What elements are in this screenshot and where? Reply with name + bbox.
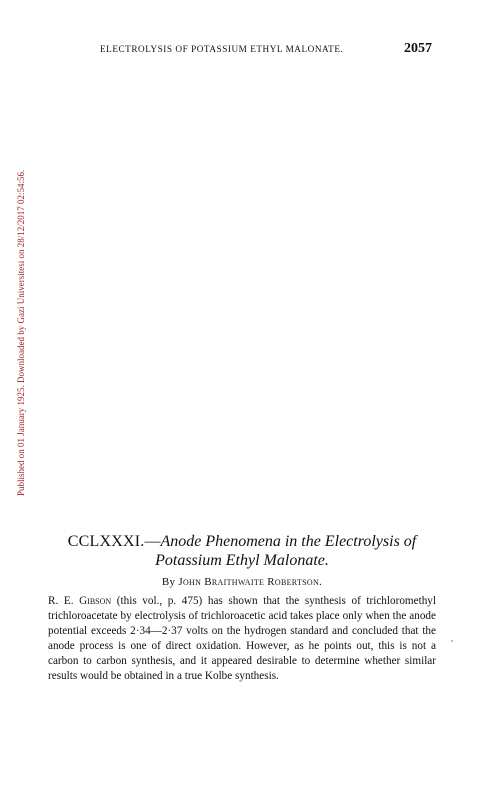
byline xyxy=(48,576,436,588)
download-watermark: Published on 01 January 1925. Downloaded by Gazi Universitesi on 28/12/2017 02:54:56. xyxy=(16,169,26,496)
running-title: ELECTROLYSIS OF POTASSIUM ETHYL MALONATE. xyxy=(100,44,344,54)
stray-mark xyxy=(451,640,453,642)
byline-prefix: By xyxy=(161,576,176,588)
title-text: Anode Phenomena in the Electrolysis of Potassium Ethyl Malonate. xyxy=(155,533,417,569)
article-number: CCLXXXI. xyxy=(67,533,145,550)
article xyxy=(48,532,436,684)
body-text: (this vol., p. 475) has shown that the synthesis of trichloromethyl trichloroacetate by electrolysis of trichloroacetic acid takes place only when the anode potential exceeds 2·34—2·37 volts on the hydrogen standard and concluded that the anode process is one of direct oxidation. However, as he points out, this is not a carbon to carbon synthesis, and it appeared desirable to determine whether similar results would be obtained in a true Kolbe synthesis. xyxy=(48,595,436,682)
page-number: 2057 xyxy=(404,41,432,56)
body-paragraph xyxy=(48,594,436,684)
author-name: John Braithwaite Robertson. xyxy=(178,576,323,588)
title-dash: — xyxy=(144,533,161,550)
article-title xyxy=(48,532,436,570)
cited-author: R. E. Gibson xyxy=(48,595,112,607)
running-head xyxy=(100,41,432,61)
